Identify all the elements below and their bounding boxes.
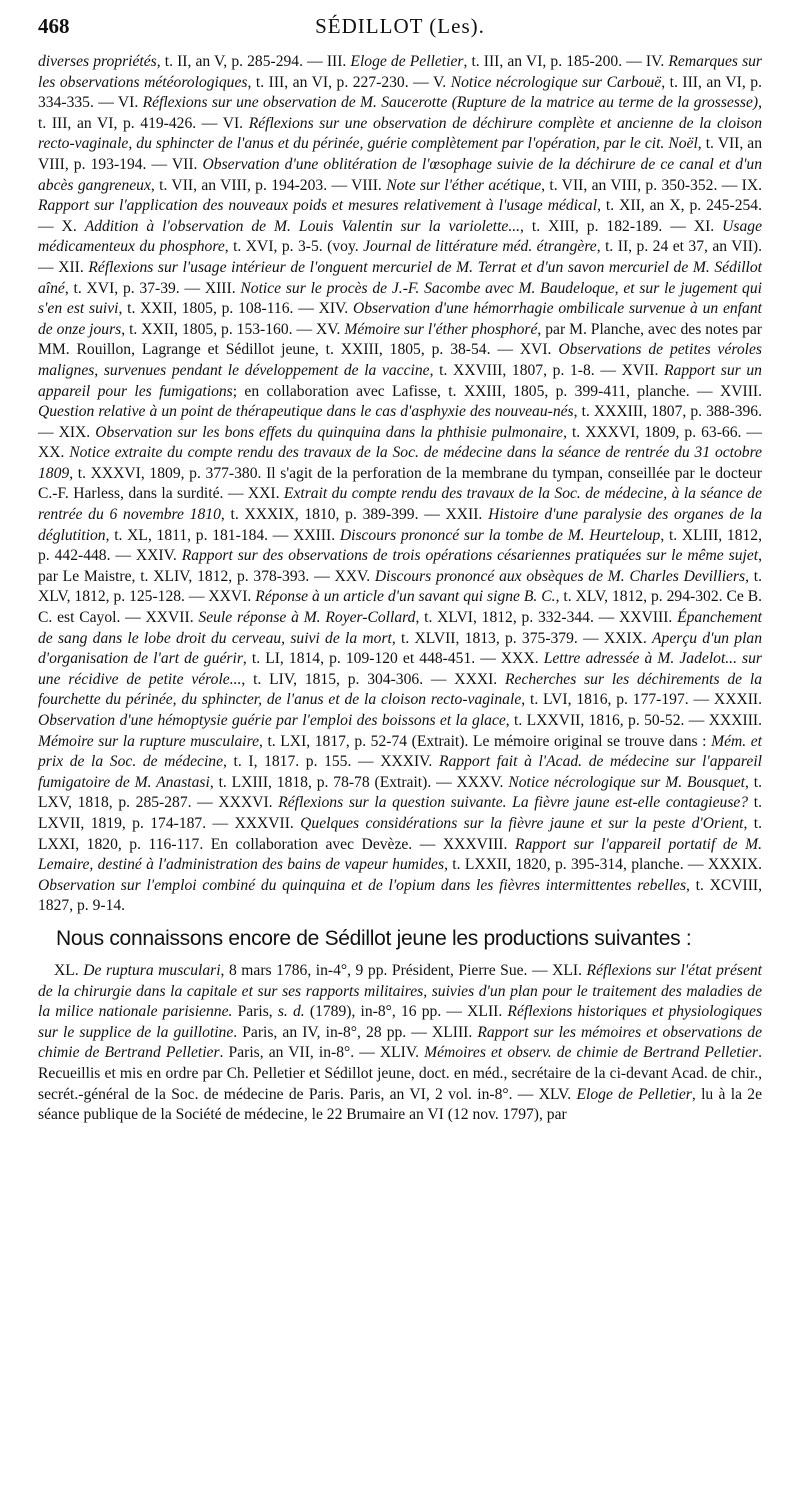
- citation-text: , t. LXIII, 1818, p. 78-78 (Extrait). — XXXV.: [209, 773, 509, 791]
- citation-text: ; en collaboration avec Lafisse, t. XXIII, 1805, p. 399-411, planche. — XVIII.: [232, 382, 762, 400]
- citation-text: , t. VII, an VIII, p. 194-203. — VIII.: [150, 176, 387, 194]
- citation-text: , t. I, 1817. p. 155. — XXXIV.: [223, 753, 439, 771]
- title-text: Quelques considérations sur la fièvre jaune et sur la peste d'Orient: [300, 814, 744, 832]
- title-text: Mémoire sur la rupture musculaire: [38, 732, 259, 750]
- title-text: Épanchement de sang dans le lobe droit du cerveau, suivi de la mort: [38, 609, 762, 647]
- title-text: Observation d'une hémorrhagie ombilicale survenue à un enfant de onze jours: [38, 300, 762, 338]
- title-text: Recherches sur les déchirements de la fourchette du périnée, du sphincter, de l'anus et de la cloison recto-vaginale: [38, 670, 762, 709]
- citation-text: , t. II, an V, p. 285-294. — III.: [156, 53, 351, 70]
- title-text: Rapport fait à l'Acad. de médecine sur l'appareil fumigatoire de M. Anastasi: [38, 753, 762, 791]
- citation-text: , t. XXII, 1805, p. 108-116. — XIV.: [118, 300, 353, 318]
- running-title: SÉDILLOT (Les).: [315, 14, 485, 38]
- citation-text: XL.: [54, 961, 84, 979]
- citation-text: , t. XXXVI, 1809, p. 63-66. — XX.: [38, 423, 763, 462]
- additional-works-paragraph: [38, 961, 762, 1126]
- title-text: Note sur l'éther acétique: [386, 176, 542, 194]
- citation-text: , t. LXXVII, 1816, p. 50-52. — XXXIII.: [505, 712, 762, 729]
- citation-text: , t. LI, 1814, p. 109-120 et 448-451. — XXX.: [242, 650, 544, 668]
- bibliography-paragraph: [38, 52, 762, 917]
- title-text: Rapport sur les mémoires et observations de chimie de Bertrand Pelletier: [38, 1023, 763, 1062]
- title-text: diverses propriétés: [38, 53, 157, 70]
- title-text: Eloge de Pelletier: [350, 53, 464, 70]
- citation-text: , t. III, an VI, p. 185-200. — IV.: [463, 53, 669, 70]
- title-text: Observations de petites véroles malignes, survenues pendant le développement de la vaccine: [38, 341, 762, 379]
- title-text: Rapport sur l'application des nouveaux poids et mesures relativement à l'usage médical: [38, 197, 598, 215]
- citation-text: , t. XXXVI, 1809, p. 377-380. Il s'agit de la perforation de la membrane du tympan, conseillée par le docteur C.-F. Harless, dans la surdité. — XXI.: [38, 464, 762, 503]
- title-text: Mém. et prix de la Soc. de médecine: [38, 732, 762, 771]
- citation-text: , t. XLIII, 1812, p. 442-448. — XXIV.: [38, 526, 762, 565]
- citation-text: , t. LXXII, 1820, p. 395-314, planche. — XXXIX.: [444, 856, 763, 874]
- citation-text: . Recueillis et mis en ordre par Ch. Pelletier et Sédillot jeune, doct. en méd., secrétaire de la ci-devant Acad. de chir., secrét.-général de la Soc. de médecine de Paris. Paris, an VI, 2 vol. in-8°. — XLV.: [38, 1044, 762, 1103]
- title-text: Discours prononcé aux obsèques de M. Charles Devilliers: [374, 567, 746, 585]
- title-text: Usage médicamenteux du phosphore: [38, 217, 762, 256]
- citation-text: , t. III, an VI, p. 227-230. — V.: [247, 73, 451, 91]
- title-text: Réflexions sur l'état présent de la chirurgie dans la capitale et sur ses rapports militaires, suivies d'un plan pour le traitement des maladies de la milice nationale parisienne.: [38, 961, 762, 1021]
- title-text: Notice extraite du compte rendu des travaux de la Soc. de médecine dans la séance de rentrée du 31 octobre 1809: [38, 444, 762, 482]
- title-text: Mémoires et observ. de chimie de Bertrand Pelletier: [424, 1044, 759, 1062]
- citation-text: , t. XXXIII, 1807, p. 388-396. — XIX.: [38, 403, 762, 441]
- citation-text: , par M. Planche, avec des notes par MM. Rouillon, Lagrange et Sédillot jeune, t. XXIII, 1805, p. 38-54. — XVI.: [38, 320, 762, 359]
- title-text: Question relative à un point de thérapeutique dans le cas d'asphyxie des nouveau-nés: [38, 403, 574, 421]
- citation-text: , t. II, p. 24 et 37, an VII). — XII.: [38, 238, 763, 276]
- title-text: Notice nécrologique sur M. Bousquet: [508, 773, 746, 791]
- title-text: Eloge de Pelletier: [576, 1085, 692, 1103]
- title-text: Réflexions sur une observation de M. Saucerotte (Rupture de la matrice au terme de la grossesse): [142, 94, 759, 112]
- citation-text: . Paris, an IV, in-8°, 28 pp. — XLIII.: [233, 1023, 478, 1041]
- citation-text: , t. XVI, p. 3-5. (voy.: [224, 238, 364, 256]
- citation-text: , lu à la 2e séance publique de la Société de médecine, le 22 Brumaire an VI (12 nov. 1797), par: [38, 1085, 763, 1124]
- title-text: Notice sur le procès de J.-F. Sacombe avec M. Baudeloque, et sur le jugement qui s'en est suivi: [38, 279, 762, 318]
- title-text: Notice nécrologique sur Carbouë: [450, 73, 662, 91]
- citation-text: , t. XVI, p. 37-39. — XIII.: [64, 279, 241, 297]
- title-text: Lettre adressée à M. Jadelot... sur une récidive de petite vérole...: [38, 650, 762, 688]
- citation-text: , t. XLVII, 1813, p. 375-379. — XXIX.: [391, 629, 653, 647]
- title-text: s. d.: [277, 1003, 305, 1021]
- title-text: Observation d'une oblitération de l'œsophage suivie de la déchirure de ce canal et d'un abcès gangreneux: [38, 155, 762, 194]
- title-text: Observation d'une hémoptysie guérie par l'emploi des boissons et la glace: [38, 712, 506, 729]
- title-text: Histoire d'une paralysie des organes de la déglutition: [38, 506, 762, 544]
- citation-text: , t. VII, an VIII, p. 350-352. — IX.: [541, 176, 762, 194]
- citation-text: , t. XXXIX, 1810, p. 389-399. — XXII.: [220, 506, 489, 524]
- title-text: Rapport sur un appareil pour les fumigations: [38, 361, 762, 400]
- title-text: Réflexions historiques et physiologiques sur le supplice de la guillotine: [38, 1003, 763, 1041]
- citation-text: Paris,: [232, 1003, 278, 1021]
- citation-text: , t. XXII, 1805, p. 153-160. — XV.: [121, 320, 345, 338]
- title-text: Journal de littérature méd. étrangère: [363, 238, 597, 256]
- citation-text: , t. LXXI, 1820, p. 116-117. En collaboration avec Devèze. — XXXVIII.: [38, 814, 762, 853]
- title-text: De ruptura musculari: [83, 961, 221, 979]
- title-text: Observation sur les bons effets du quinquina dans la phthisie pulmonaire: [95, 423, 564, 441]
- title-text: Mémoire sur l'éther phosphoré: [344, 320, 538, 338]
- citation-text: , t. XIII, p. 182-189. — XI.: [520, 217, 723, 235]
- title-text: Discours prononcé sur la tombe de M. Heurteloup: [339, 526, 661, 544]
- title-text: Addition à l'observation de M. Louis Valentin sur la variolette...: [84, 217, 521, 235]
- citation-text: (1789), in-8°, 16 pp. — XLII.: [304, 1003, 508, 1021]
- title-text: Réponse à un article d'un savant qui signe B. C.: [255, 588, 556, 606]
- citation-text: , t. LVI, 1816, p. 177-197. — XXXII.: [521, 691, 762, 709]
- title-text: Remarques sur les observations météorologiques: [38, 53, 763, 91]
- bibliography-entries: [38, 52, 762, 917]
- citation-text: , t. VII, an VIII, p. 193-194. — VII.: [38, 135, 762, 173]
- citation-text: t. LXVII, 1819, p. 174-187. — XXXVII.: [38, 794, 762, 832]
- section-heading: Nous connaissons encore de Sédillot jeune les productions suivantes :: [56, 926, 692, 950]
- citation-text: , t. LIV, 1815, p. 304-306. — XXXI.: [241, 670, 505, 688]
- title-text: Réflexions sur la question suivante. La fièvre jaune est-elle contagieuse?: [278, 794, 749, 812]
- citation-text: . Paris, an VII, in-8°. — XLIV.: [219, 1044, 425, 1062]
- citation-text: , t. XXVIII, 1807, p. 1-8. — XVII.: [429, 361, 665, 379]
- citation-text: , t. XLVI, 1812, p. 332-344. — XXVIII.: [415, 609, 678, 627]
- citation-text: , t. III, an VI, p. 334-335. — VI.: [38, 73, 762, 112]
- citation-text: , par Le Maistre, t. XLIV, 1812, p. 378-393. — XXV.: [38, 547, 762, 585]
- citation-text: , t. LXI, 1817, p. 52-74 (Extrait). Le mémoire original se trouve dans :: [259, 732, 712, 750]
- title-text: Seule réponse à M. Royer-Collard: [198, 609, 416, 627]
- title-text: Rapport sur l'appareil portatif de M. Lemaire, destiné à l'administration des bains de vapeur humides: [38, 835, 763, 874]
- citation-text: , 8 mars 1786, in-4°, 9 pp. Président, Pierre Sue. — XLI.: [220, 961, 587, 979]
- citation-text: , t. III, an VI, p. 419-426. — VI.: [38, 94, 762, 132]
- title-text: Extrait du compte rendu des travaux de la Soc. de médecine, à la séance de rentrée du 6 novembre 1810: [38, 485, 762, 524]
- page-number: 468: [38, 14, 70, 38]
- citation-text: , t. XLV, 1812, p. 125-128. — XXVI.: [38, 567, 762, 606]
- running-header: [38, 6, 762, 52]
- additional-works-entries: [38, 961, 762, 1126]
- title-text: Aperçu d'un plan d'organisation de l'art de guérir: [38, 629, 763, 668]
- citation-text: , t. XL, 1811, p. 181-184. — XXIII.: [105, 526, 340, 544]
- title-text: Rapport sur des observations de trois opérations césariennes pratiquées sur le même sujet: [181, 547, 759, 565]
- citation-text: , t. XCVIII, 1827, p. 9-14.: [38, 876, 763, 915]
- title-text: Observation sur l'emploi combiné du quinquina et de l'opium dans les fièvres intermittentes rebelles: [38, 876, 687, 894]
- citation-text: , t. XLV, 1812, p. 294-302. Ce B. C. est Cayol. — XXVII.: [38, 588, 762, 627]
- title-text: Réflexions sur l'usage intérieur de l'onguent mercuriel de M. Terrat et d'un savon mercuriel de M. Sédillot aîné: [38, 258, 763, 297]
- citation-text: , t. LXV, 1818, p. 285-287. — XXXVI.: [38, 773, 763, 812]
- title-text: Réflexions sur une observation de déchirure complète et ancienne de la cloison recto-vaginale, du sphincter de l'anus et du périnée, guérie complètement par l'opération, par le cit. Noël: [38, 114, 762, 153]
- citation-text: , t. XII, an X, p. 245-254. — X.: [38, 197, 762, 235]
